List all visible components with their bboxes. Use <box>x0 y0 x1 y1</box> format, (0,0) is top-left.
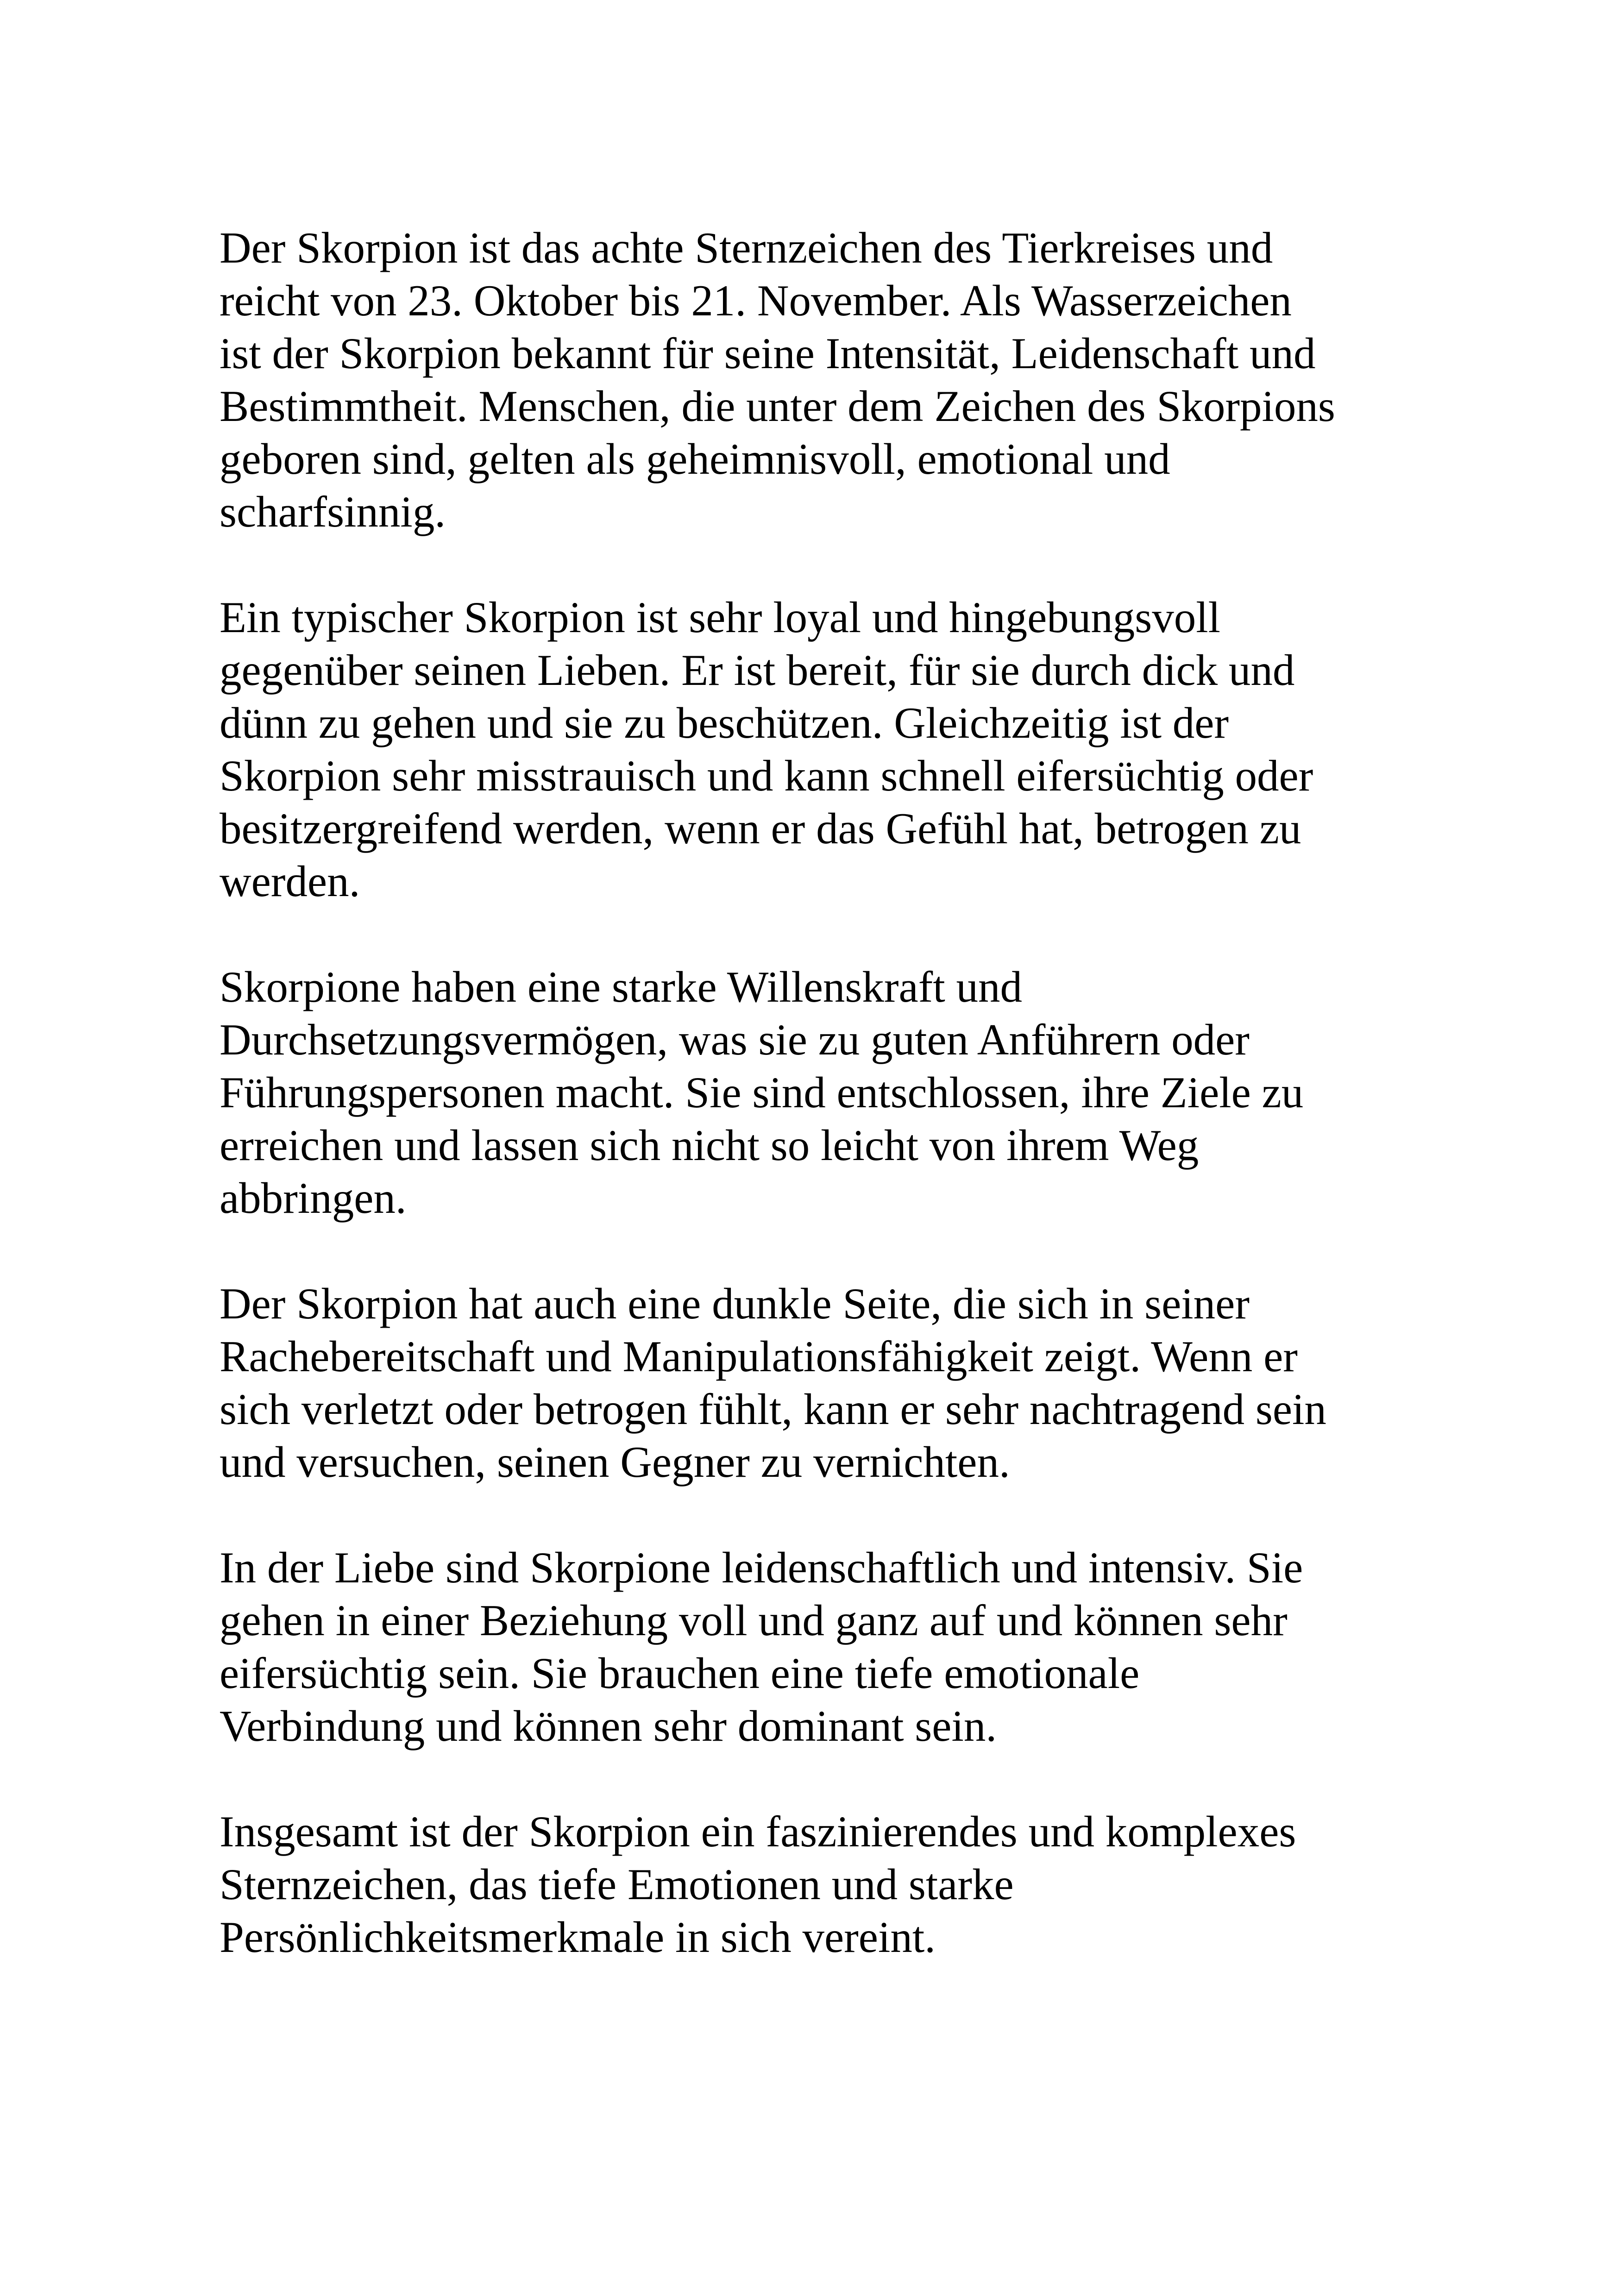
text-line: gegenüber seinen Lieben. Er ist bereit, für sie durch dick und <box>220 646 1295 695</box>
text-line: In der Liebe sind Skorpione leidenschaftlich und intensiv. Sie <box>220 1543 1303 1592</box>
text-line: abbringen. <box>220 1173 407 1223</box>
paragraph-6 <box>220 1805 1424 1964</box>
text-line: Verbindung und können sehr dominant sein. <box>220 1701 997 1750</box>
text-line: Der Skorpion hat auch eine dunkle Seite, die sich in seiner <box>220 1279 1250 1328</box>
text-line: reicht von 23. Oktober bis 21. November. Als Wasserzeichen <box>220 276 1292 325</box>
paragraph-5 <box>220 1541 1424 1752</box>
text-line: Bestimmtheit. Menschen, die unter dem Zeichen des Skorpions <box>220 382 1335 431</box>
text-line: dünn zu gehen und sie zu beschützen. Gleichzeitig ist der <box>220 698 1229 747</box>
text-line: gehen in einer Beziehung voll und ganz auf und können sehr <box>220 1596 1288 1645</box>
text-line: Führungspersonen macht. Sie sind entschlossen, ihre Ziele zu <box>220 1068 1304 1117</box>
paragraph-3 <box>220 960 1424 1224</box>
text-line: scharfsinnig. <box>220 487 446 536</box>
document-body <box>220 221 1424 2016</box>
paragraph-1 <box>220 221 1424 538</box>
text-line: werden. <box>220 857 360 906</box>
text-line: Sternzeichen, das tiefe Emotionen und starke <box>220 1860 1014 1909</box>
text-line: Insgesamt ist der Skorpion ein faszinierendes und komplexes <box>220 1807 1296 1856</box>
text-line: Durchsetzungsvermögen, was sie zu guten Anführern oder <box>220 1015 1250 1064</box>
text-line: erreichen und lassen sich nicht so leicht von ihrem Weg <box>220 1121 1199 1170</box>
paragraph-4 <box>220 1277 1424 1488</box>
text-line: besitzergreifend werden, wenn er das Gefühl hat, betrogen zu <box>220 804 1301 853</box>
text-line: und versuchen, seinen Gegner zu vernichten. <box>220 1437 1010 1487</box>
text-line: geboren sind, gelten als geheimnisvoll, emotional und <box>220 434 1170 483</box>
text-line: eifersüchtig sein. Sie brauchen eine tiefe emotionale <box>220 1649 1140 1698</box>
text-line: Ein typischer Skorpion ist sehr loyal und hingebungsvoll <box>220 593 1221 642</box>
text-line: sich verletzt oder betrogen fühlt, kann er sehr nachtragend sein <box>220 1385 1326 1434</box>
text-line: Der Skorpion ist das achte Sternzeichen des Tierkreises und <box>220 223 1273 272</box>
text-line: Rachebereitschaft und Manipulationsfähigkeit zeigt. Wenn er <box>220 1332 1298 1381</box>
text-line: Skorpion sehr misstrauisch und kann schnell eifersüchtig oder <box>220 751 1313 800</box>
text-line: Persönlichkeitsmerkmale in sich vereint. <box>220 1913 936 1962</box>
text-line: Skorpione haben eine starke Willenskraft und <box>220 962 1022 1011</box>
text-line: ist der Skorpion bekannt für seine Intensität, Leidenschaft und <box>220 329 1316 378</box>
paragraph-2 <box>220 591 1424 908</box>
